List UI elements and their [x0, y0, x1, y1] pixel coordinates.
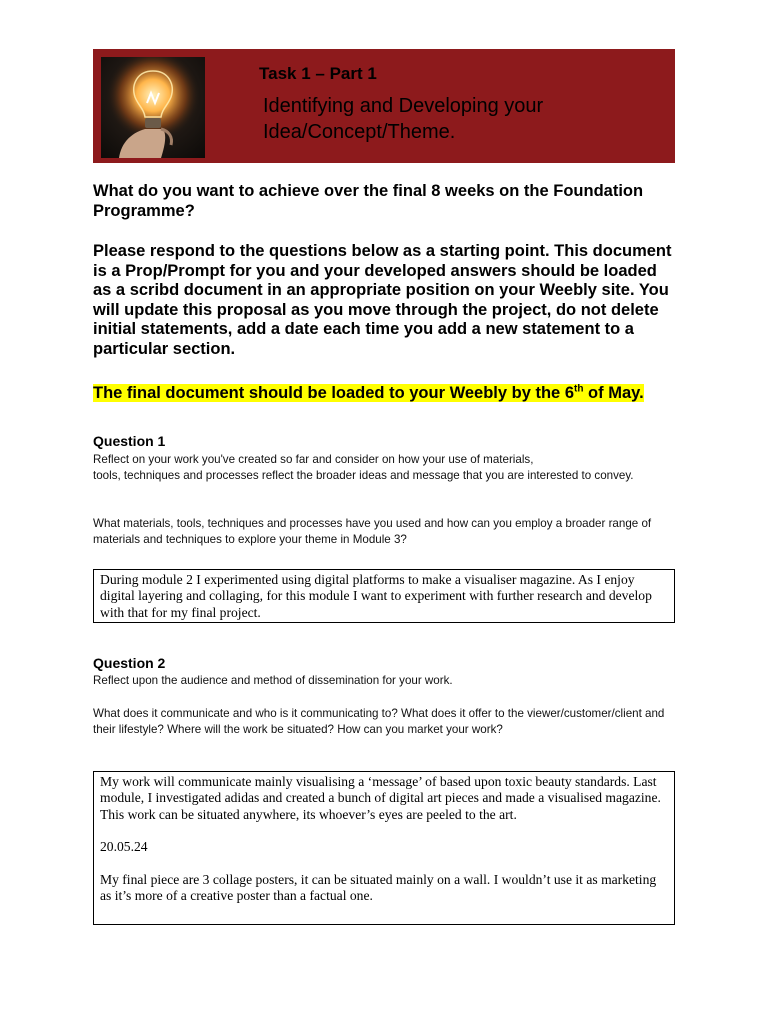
intro-question: What do you want to achieve over the final 8 weeks on the Foundation Programme? [93, 182, 644, 220]
question1-answer: During module 2 I experimented using digital platforms to make a visualiser magazine. As I enjoy digital layering and collaging, for this module I want to experiment with further research and develop with that for my final project. [100, 572, 652, 620]
question2-answer-date: 20.05.24 [100, 839, 148, 855]
task-title: Task 1 – Part 1 [259, 64, 377, 83]
deadline-after: of May. [583, 383, 644, 402]
deadline-before: The final document should be loaded to your Weebly by the 6 [93, 383, 574, 402]
banner-subtitle-line1: Identifying and Developing your [263, 95, 544, 117]
question2-prompt1: Reflect upon the audience and method of dissemination for your work. [93, 674, 453, 687]
question1-prompt2: What materials, tools, techniques and processes have you used and how can you employ a broader range of materials and techniques to explore your theme in Module 3? [93, 517, 652, 546]
question1-prompt-line1: Reflect on your work you've created so far and consider on how your use of materials, [93, 453, 534, 466]
deadline-statement [93, 379, 673, 403]
deadline-text [93, 384, 644, 402]
question2-answer-p2: My final piece are 3 collage posters, it can be situated mainly on a wall. I wouldn’t use it as marketing as it’s more of a creative poster than a factual one. [100, 871, 657, 904]
question2-prompt2: What does it communicate and who is it communicating to? What does it offer to the viewer/customer/client and their lifestyle? Where will the work be situated? How can you market your work? [93, 707, 665, 736]
question1-prompt-line2: tools, techniques and processes reflect the broader ideas and message that you are interested to convey. [93, 469, 634, 482]
question2-title: Question 2 [93, 655, 166, 671]
banner-subtitle-line2: Idea/Concept/Theme. [263, 121, 456, 143]
question1-title: Question 1 [93, 433, 166, 449]
intro-instructions: Please respond to the questions below as a starting point. This document is a Prop/Prompt for you and your developed answers should be loaded as a scribd document in an appropriate position on your Weebly site. You will update this proposal as you move through the project, do not delete initial statements, add a date each time you add a new statement to a particular section. [93, 242, 672, 358]
banner-subtitle [263, 93, 663, 145]
question2-answer-p1: My work will communicate mainly visualising a ‘message’ of based upon toxic beauty standards. Last module, I investigated adidas and created a bunch of digital art pieces and made a visualised magazine. This work can be situated anywhere, its whoever’s eyes are peeled to the art. [100, 774, 661, 822]
question1-prompt [93, 452, 678, 484]
deadline-sup: th [574, 383, 584, 394]
question1-answer-box[interactable] [93, 569, 675, 623]
question2-answer-box[interactable] [93, 771, 675, 925]
header-banner [93, 49, 675, 163]
lightbulb-hand-icon [101, 57, 205, 158]
